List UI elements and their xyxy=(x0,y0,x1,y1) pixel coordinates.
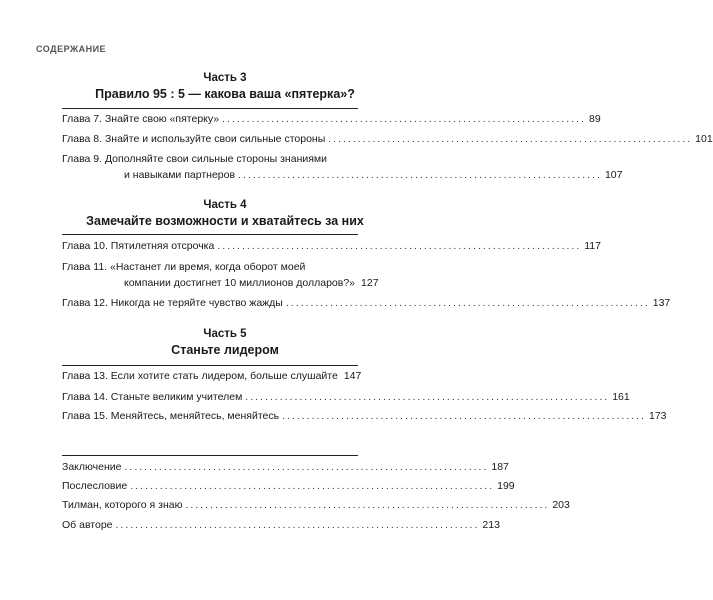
entry-page: 101 xyxy=(695,133,713,145)
dot-leader: .......................................................................... xyxy=(282,410,646,422)
entry-page: 147 xyxy=(343,370,362,382)
part-5-number: Часть 5 xyxy=(203,328,247,340)
part-4-number: Часть 4 xyxy=(203,199,247,211)
dot-leader: .......................................................................... xyxy=(328,133,693,145)
toc-entry-chapter-13[interactable] xyxy=(62,369,362,383)
entry-title: Глава 8. Знайте и используйте свои сильные стороны xyxy=(62,133,326,145)
toc-entry-tilman[interactable] xyxy=(62,498,570,512)
entry-page: 187 xyxy=(491,461,509,473)
toc-entry-afterword[interactable] xyxy=(62,479,515,493)
entry-title-continued: и навыками партнеров xyxy=(124,169,236,181)
entry-title: Глава 10. Пятилетняя отсрочка xyxy=(62,240,215,252)
toc-entry-chapter-11[interactable] xyxy=(62,276,379,290)
toc-entry-chapter-9-line-1[interactable]: Глава 9. Дополняйте свои сильные стороны знаниями xyxy=(62,153,327,165)
toc-entry-chapter-14[interactable] xyxy=(62,390,630,404)
toc-entry-chapter-12[interactable] xyxy=(62,296,671,310)
back-matter-divider xyxy=(62,455,358,456)
entry-page: 127 xyxy=(361,277,379,289)
entry-page: 199 xyxy=(497,480,515,492)
dot-leader: .......................................................................... xyxy=(185,499,550,511)
toc-entry-chapter-10[interactable] xyxy=(62,239,601,253)
part-4-divider xyxy=(62,234,358,235)
entry-page: 161 xyxy=(612,391,630,403)
entry-title: Глава 7. Знайте свою «пятерку» xyxy=(62,113,220,125)
entry-title: Тилман, которого я знаю xyxy=(62,499,183,511)
entry-page: 137 xyxy=(652,297,671,309)
part-3-number: Часть 3 xyxy=(203,72,247,84)
dot-leader: .......................................................................... xyxy=(222,113,586,125)
dot-leader: .......................................................................... xyxy=(115,519,480,531)
entry-page: 213 xyxy=(482,519,500,531)
toc-entry-chapter-8[interactable] xyxy=(62,132,713,146)
part-5-title: Станьте лидером xyxy=(171,343,279,357)
entry-page: 203 xyxy=(552,499,570,511)
entry-page: 107 xyxy=(604,169,623,181)
entry-title: Послесловие xyxy=(62,480,128,492)
toc-entry-chapter-11-line-1[interactable]: Глава 11. «Настанет ли время, когда оборот моей xyxy=(62,261,306,273)
part-4-title: Замечайте возможности и хватайтесь за них xyxy=(86,214,364,228)
dot-leader: .......................................................................... xyxy=(238,169,602,181)
entry-title: Глава 13. Если хотите стать лидером, больше слушайте xyxy=(62,370,338,382)
part-3-divider xyxy=(62,108,358,109)
toc-entry-chapter-9[interactable] xyxy=(62,168,623,182)
dot-leader: .......................................................................... xyxy=(285,297,650,309)
entry-page: 89 xyxy=(588,113,601,125)
dot-leader: .......................................................................... xyxy=(130,480,495,492)
part-5-divider xyxy=(62,365,358,366)
entry-title: Глава 12. Никогда не теряйте чувство жажды xyxy=(62,297,283,309)
entry-page: 173 xyxy=(648,410,667,422)
entry-title: Об авторе xyxy=(62,519,113,531)
entry-title: Глава 14. Станьте великим учителем xyxy=(62,391,243,403)
entry-page: 117 xyxy=(584,240,601,252)
toc-entry-chapter-15[interactable] xyxy=(62,409,667,423)
part-3-title: Правило 95 : 5 — какова ваша «пятерка»? xyxy=(95,87,355,101)
toc-entry-chapter-7[interactable] xyxy=(62,112,601,126)
dot-leader: .......................................................................... xyxy=(245,391,610,403)
entry-title-continued: компании достигнет 10 миллионов долларов?» xyxy=(124,277,356,289)
dot-leader: .......................................................................... xyxy=(217,240,582,252)
toc-entry-conclusion[interactable] xyxy=(62,460,509,474)
entry-title: Глава 15. Меняйтесь, меняйтесь, меняйтесь xyxy=(62,410,280,422)
toc-entry-about-author[interactable] xyxy=(62,518,500,532)
toc-header: СОДЕРЖАНИЕ xyxy=(36,44,107,54)
entry-title: Заключение xyxy=(62,461,122,473)
dot-leader: .......................................................................... xyxy=(124,461,489,473)
